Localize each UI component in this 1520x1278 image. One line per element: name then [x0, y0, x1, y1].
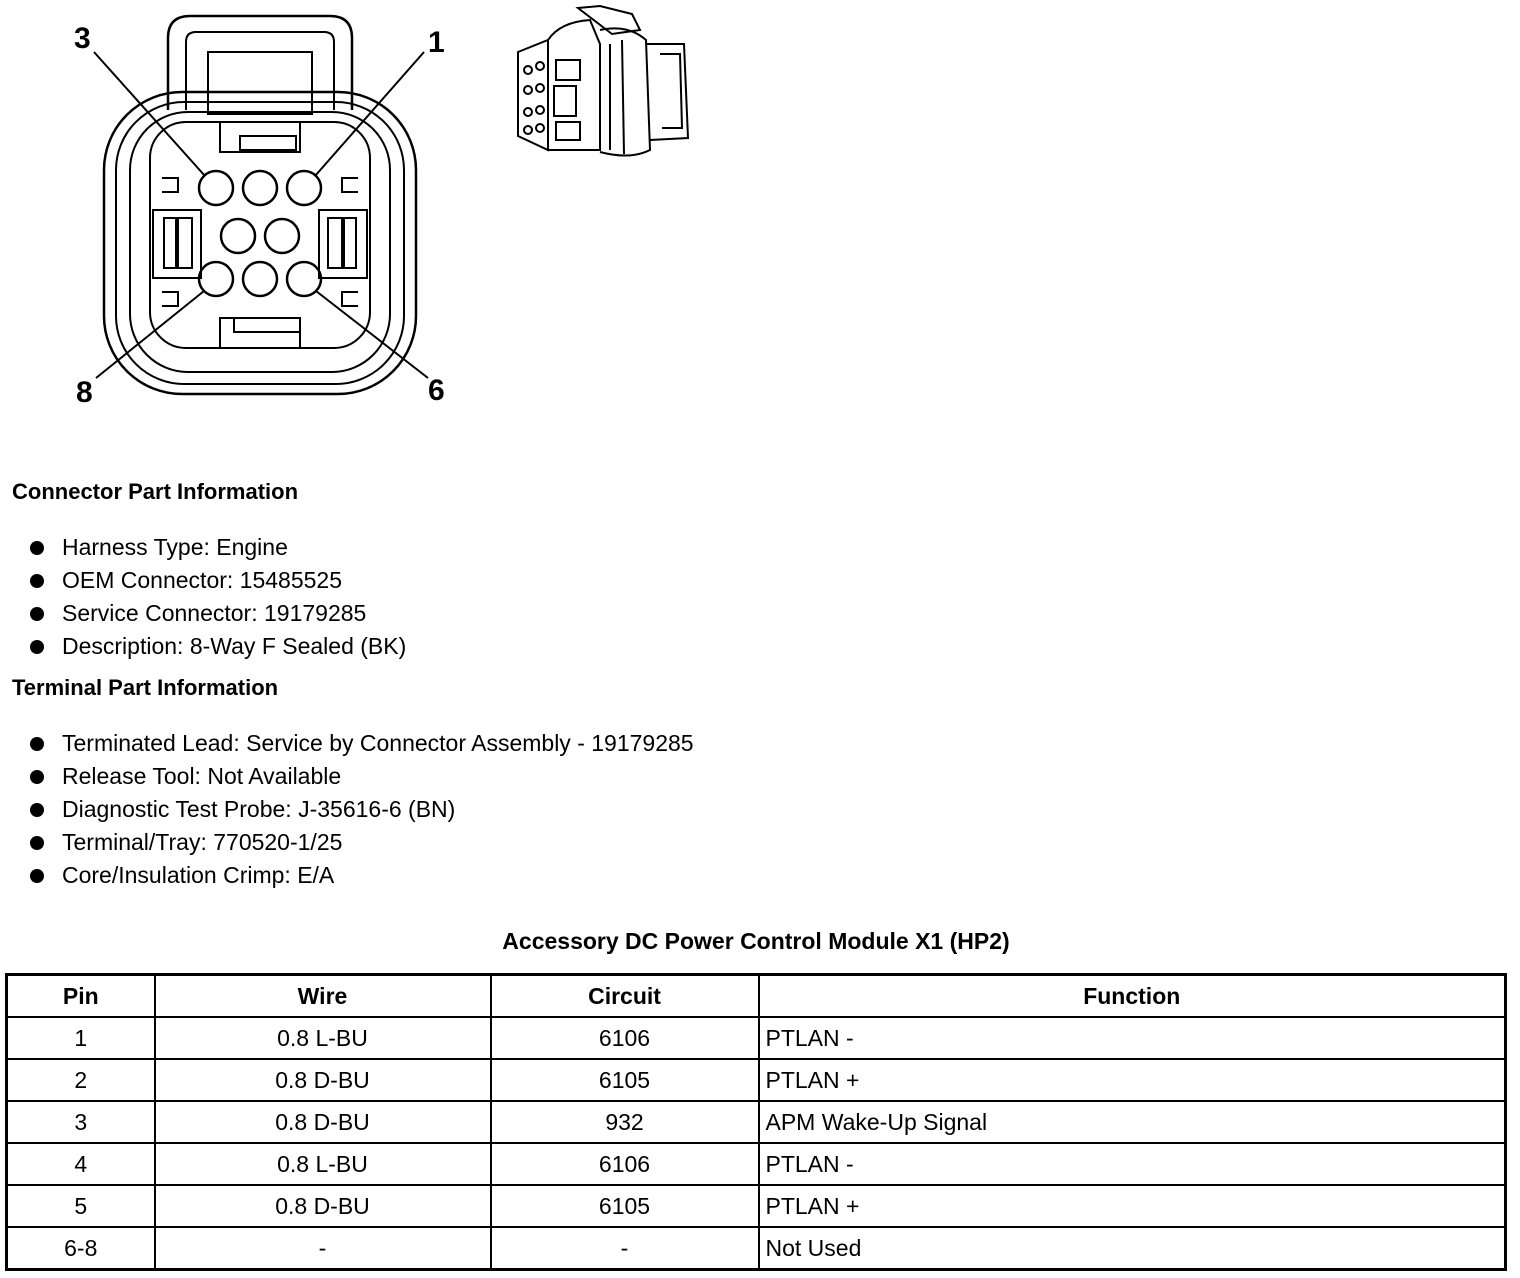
header-wire: Wire	[155, 975, 491, 1018]
cell-wire: 0.8 D-BU	[155, 1059, 491, 1101]
table-row	[7, 1185, 1506, 1227]
terminal-part-info-heading: Terminal Part Information	[12, 675, 279, 700]
table-row	[7, 1101, 1506, 1143]
list-item	[28, 531, 406, 564]
cell-function: PTLAN -	[759, 1143, 1506, 1185]
cell-wire: 0.8 D-BU	[155, 1101, 491, 1143]
pin-table	[5, 973, 1507, 1271]
connector-face-view	[94, 16, 428, 394]
connector-diagram	[0, 0, 720, 420]
bullet-icon	[30, 770, 44, 784]
cell-pin: 6-8	[7, 1227, 155, 1270]
bullet-icon	[30, 836, 44, 850]
bullet-icon	[30, 869, 44, 883]
pin-callout-1: 1	[428, 26, 445, 59]
bullet-icon	[30, 803, 44, 817]
bullet-icon	[30, 737, 44, 751]
header-pin: Pin	[7, 975, 155, 1018]
cell-function: Not Used	[759, 1227, 1506, 1270]
cell-pin: 2	[7, 1059, 155, 1101]
pin-callout-3: 3	[74, 22, 91, 55]
pin-table-title: Accessory DC Power Control Module X1 (HP2)	[502, 928, 1010, 954]
list-item-text: Terminal/Tray: 770520-1/25	[62, 829, 343, 855]
list-item	[28, 630, 406, 663]
list-item-text: Terminated Lead: Service by Connector Assembly - 19179285	[62, 730, 694, 756]
cell-pin: 4	[7, 1143, 155, 1185]
bullet-icon	[30, 574, 44, 588]
table-row	[7, 1227, 1506, 1270]
cell-circuit: 6105	[491, 1059, 759, 1101]
list-item	[28, 564, 406, 597]
list-item	[28, 793, 694, 826]
list-item-text: Core/Insulation Crimp: E/A	[62, 862, 335, 888]
table-row	[7, 1143, 1506, 1185]
list-item-text: Release Tool: Not Available	[62, 763, 342, 789]
cell-pin: 1	[7, 1017, 155, 1059]
list-item	[28, 597, 406, 630]
list-item	[28, 859, 694, 892]
table-row	[7, 1017, 1506, 1059]
list-item-text: Service Connector: 19179285	[62, 600, 367, 626]
list-item	[28, 826, 694, 859]
list-item	[28, 760, 694, 793]
pin-cavity-8	[199, 262, 233, 296]
pin-cavity-5	[221, 219, 255, 253]
cell-circuit: 932	[491, 1101, 759, 1143]
cell-function: APM Wake-Up Signal	[759, 1101, 1506, 1143]
bullet-icon	[30, 541, 44, 555]
pin-cavity-4	[265, 219, 299, 253]
table-header-row	[7, 975, 1506, 1018]
cell-circuit: 6105	[491, 1185, 759, 1227]
pin-cavity-6	[287, 262, 321, 296]
table-row	[7, 1059, 1506, 1101]
connector-part-info-list	[28, 531, 406, 663]
list-item-text: Harness Type: Engine	[62, 534, 288, 560]
connector-part-info-heading: Connector Part Information	[12, 479, 299, 504]
cell-function: PTLAN +	[759, 1059, 1506, 1101]
pin-callout-6: 6	[428, 374, 445, 407]
cell-wire: -	[155, 1227, 491, 1270]
list-item-text: Diagnostic Test Probe: J-35616-6 (BN)	[62, 796, 456, 822]
terminal-part-info-list	[28, 727, 694, 892]
bullet-icon	[30, 607, 44, 621]
pin-callout-8: 8	[76, 376, 93, 409]
connector-3d-view	[518, 6, 688, 156]
pin-cavity-2	[243, 171, 277, 205]
list-item-text: OEM Connector: 15485525	[62, 567, 343, 593]
cell-circuit: 6106	[491, 1143, 759, 1185]
cell-circuit: 6106	[491, 1017, 759, 1059]
cell-circuit: -	[491, 1227, 759, 1270]
cell-function: PTLAN +	[759, 1185, 1506, 1227]
list-item	[28, 727, 694, 760]
bullet-icon	[30, 640, 44, 654]
cell-wire: 0.8 D-BU	[155, 1185, 491, 1227]
header-circuit: Circuit	[491, 975, 759, 1018]
cell-pin: 5	[7, 1185, 155, 1227]
pin-cavity-7	[243, 262, 277, 296]
cell-wire: 0.8 L-BU	[155, 1143, 491, 1185]
cell-function: PTLAN -	[759, 1017, 1506, 1059]
cell-wire: 0.8 L-BU	[155, 1017, 491, 1059]
header-function: Function	[759, 975, 1506, 1018]
list-item-text: Description: 8-Way F Sealed (BK)	[62, 633, 407, 659]
cell-pin: 3	[7, 1101, 155, 1143]
